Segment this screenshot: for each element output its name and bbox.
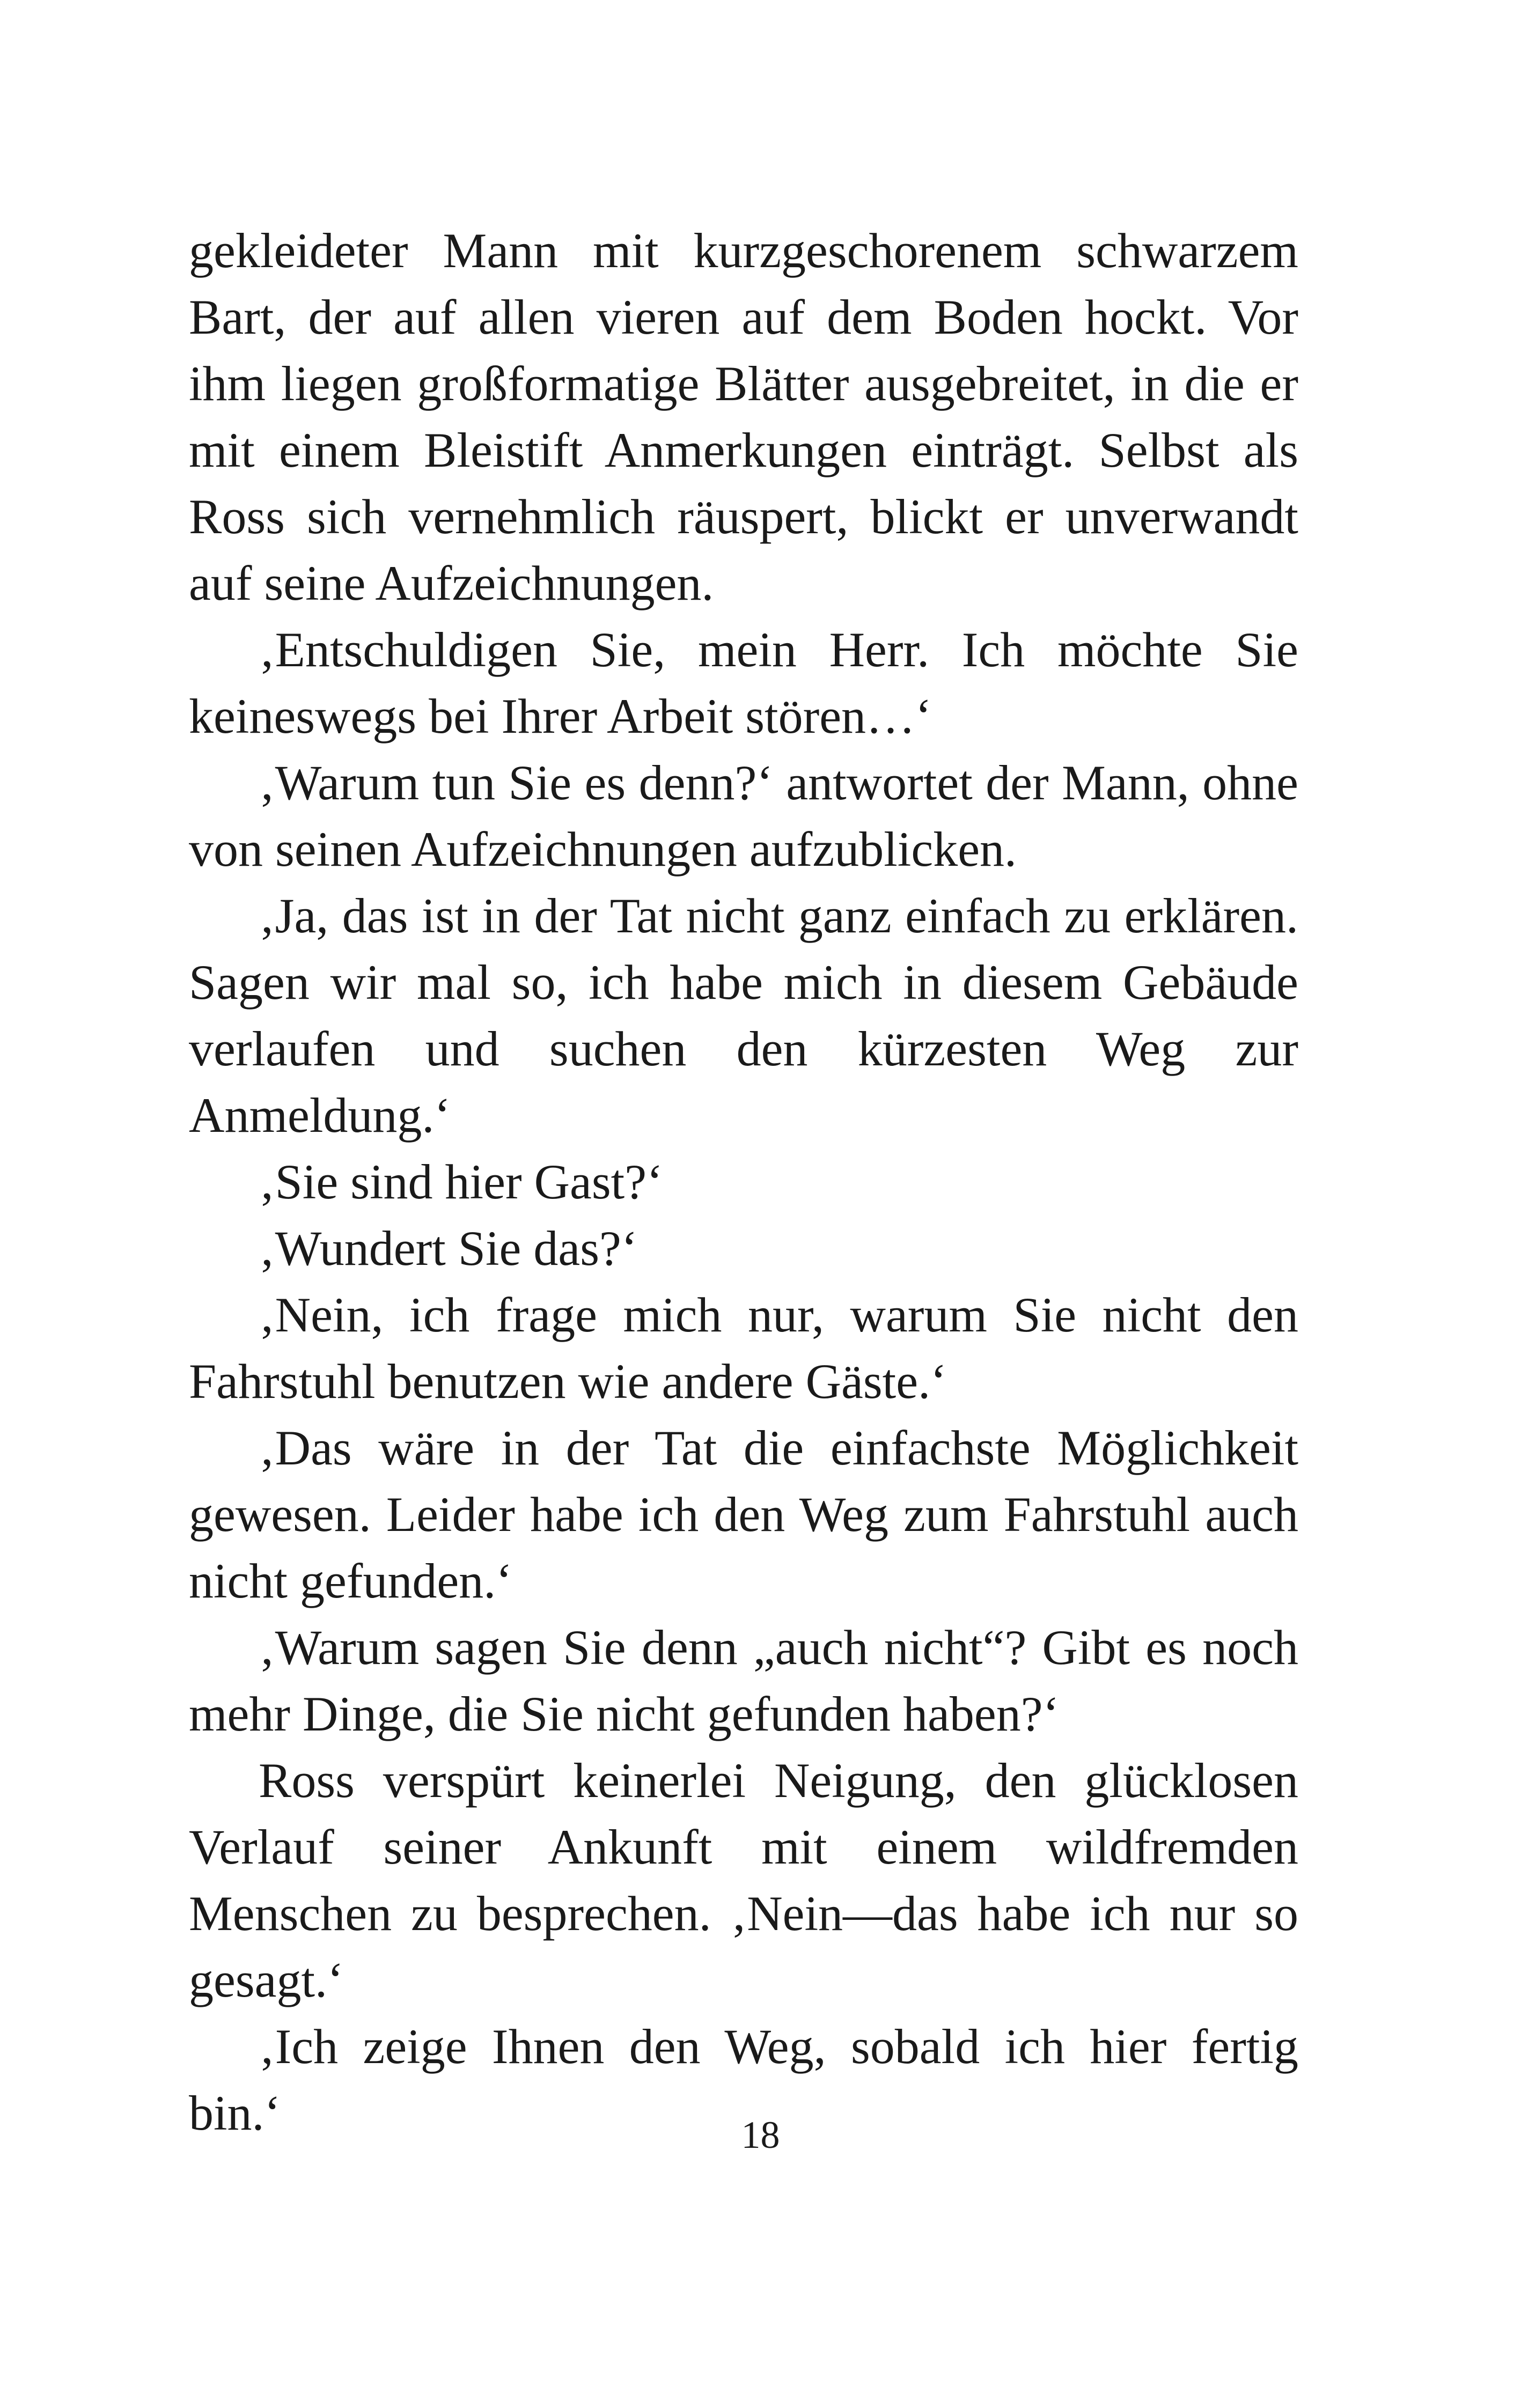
paragraph-8: ‚Das wäre in der Tat die einfachste Möglichkeit gewesen. Leider habe ich den Weg zum Fahrstuhl auch nicht gefunden.‘ xyxy=(189,1420,1298,1608)
paragraph-11: ‚Ich zeige Ihnen den Weg, sobald ich hier fertig bin.‘ xyxy=(189,2019,1298,2140)
paragraph-4: ‚Ja, das ist in der Tat nicht ganz einfach zu erklären. Sagen wir mal so, ich habe mich in diesem Gebäude verlaufen und suchen den kürzesten Weg zur Anmeldung.‘ xyxy=(189,888,1298,1143)
paragraph-3: ‚Warum tun Sie es denn?‘ antwortet der Mann, ohne von seinen Aufzeichnungen aufzublicken. xyxy=(189,755,1298,877)
body-text xyxy=(189,217,1298,2146)
paragraph-10: Ross verspürt keinerlei Neigung, den glücklosen Verlauf seiner Ankunft mit einem wildfremden Menschen zu besprechen. ‚Nein—das habe ich nur so gesagt.‘ xyxy=(189,1753,1298,2007)
paragraph-7: ‚Nein, ich frage mich nur, warum Sie nicht den Fahrstuhl benutzen wie andere Gäste.‘ xyxy=(189,1287,1298,1409)
page-number: 18 xyxy=(741,2114,780,2156)
paragraph-9: ‚Warum sagen Sie denn „auch nicht“? Gibt es noch mehr Dinge, die Sie nicht gefunden haben?‘ xyxy=(189,1620,1298,1741)
paragraph-2: ‚Entschuldigen Sie, mein Herr. Ich möchte Sie keineswegs bei Ihrer Arbeit stören…‘ xyxy=(189,622,1298,743)
paragraph-6: ‚Wundert Sie das?‘ xyxy=(259,1221,638,1276)
paragraph-1: gekleideter Mann mit kurzgeschorenem schwarzem Bart, der auf allen vieren auf dem Boden hockt. Vor ihm liegen großformatige Blätter ausgebreitet, in die er mit einem Bleistift Anmerkungen einträgt. Selbst als Ross sich vernehmlich räuspert, blickt er unverwandt auf seine Aufzeichnungen. xyxy=(189,223,1298,610)
paragraph-5: ‚Sie sind hier Gast?‘ xyxy=(259,1154,663,1209)
